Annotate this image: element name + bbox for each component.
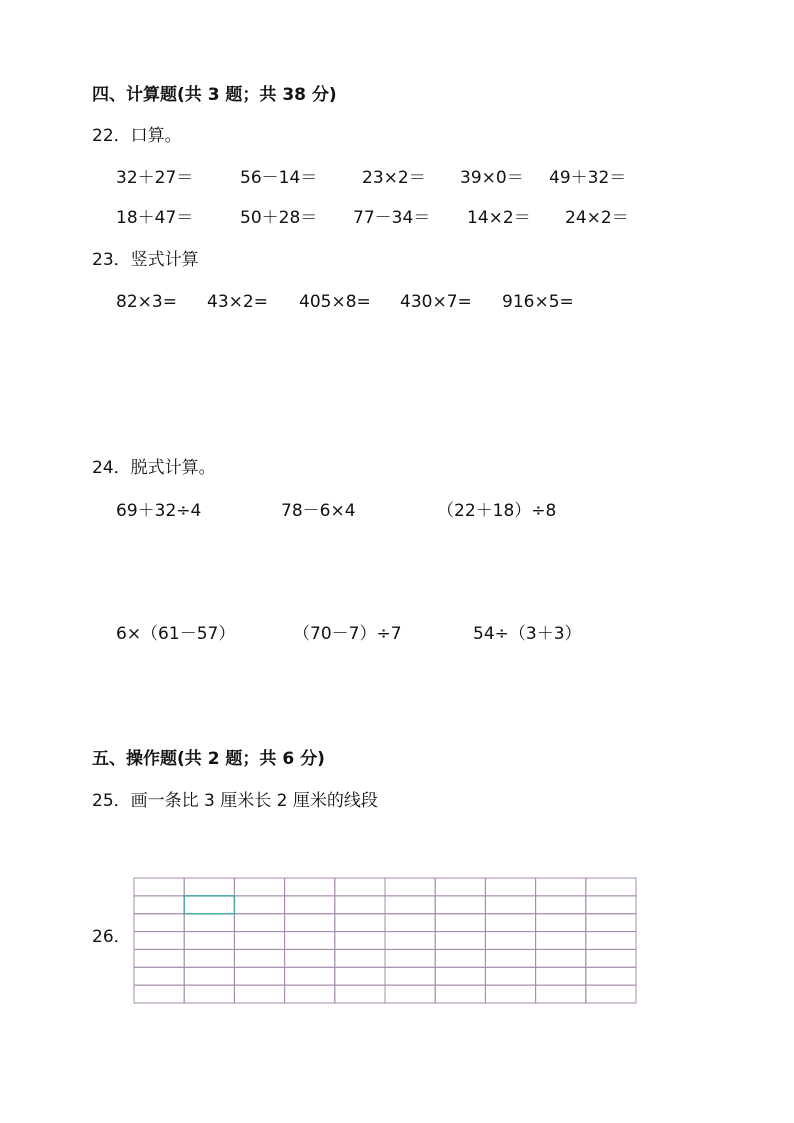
grid-cell[interactable]: [385, 967, 435, 985]
grid-cell[interactable]: [536, 949, 586, 967]
grid-cell[interactable]: [134, 949, 184, 967]
grid-cell[interactable]: [485, 949, 535, 967]
q24-r1-e3: （22＋18）÷8: [437, 501, 557, 521]
grid-cell[interactable]: [485, 985, 535, 1003]
drawing-grid[interactable]: [133, 877, 637, 1004]
grid-cell[interactable]: [536, 896, 586, 914]
grid-cell-highlight: [184, 896, 234, 914]
q23-e5: 916×5=: [502, 292, 574, 312]
q22-r2-e1: 18＋47＝: [116, 208, 194, 228]
grid-cell[interactable]: [184, 914, 234, 932]
grid-cell[interactable]: [435, 985, 485, 1003]
q22-r2-e4: 14×2＝: [467, 208, 531, 228]
section4-title: 四、计算题(共 3 题；共 38 分): [92, 85, 337, 105]
grid-cell[interactable]: [335, 949, 385, 967]
grid-cell[interactable]: [586, 967, 636, 985]
q24-r2-e1: 6×（61－57）: [116, 624, 236, 644]
grid-cell[interactable]: [586, 932, 636, 950]
q23-label: 23．竖式计算: [92, 250, 199, 270]
grid-cell[interactable]: [485, 914, 535, 932]
q23-e4: 430×7=: [400, 292, 472, 312]
grid-cell[interactable]: [385, 914, 435, 932]
grid-cell[interactable]: [335, 914, 385, 932]
grid-cell[interactable]: [335, 985, 385, 1003]
grid-cell[interactable]: [435, 896, 485, 914]
grid-cell[interactable]: [385, 878, 435, 896]
q22-r1-e2: 56－14＝: [240, 168, 318, 188]
q23-e2: 43×2=: [207, 292, 268, 312]
grid-cell[interactable]: [234, 967, 284, 985]
grid-cell[interactable]: [586, 949, 636, 967]
grid-cell[interactable]: [485, 878, 535, 896]
grid-cell[interactable]: [234, 985, 284, 1003]
grid-cell[interactable]: [385, 949, 435, 967]
grid-cell[interactable]: [485, 896, 535, 914]
grid-cell[interactable]: [385, 896, 435, 914]
grid-cell[interactable]: [435, 932, 485, 950]
grid-cell[interactable]: [184, 896, 234, 914]
q22-r2-e5: 24×2＝: [565, 208, 629, 228]
grid-cell[interactable]: [184, 878, 234, 896]
q24-r2-e3: 54÷（3＋3）: [473, 624, 582, 644]
q22-r1-e1: 32＋27＝: [116, 168, 194, 188]
grid-cell[interactable]: [586, 985, 636, 1003]
q24-label: 24．脱式计算。: [92, 458, 216, 478]
q22-label: 22．口算。: [92, 126, 182, 146]
grid-cell[interactable]: [184, 967, 234, 985]
grid-cell[interactable]: [234, 949, 284, 967]
grid-cell[interactable]: [285, 878, 335, 896]
grid-cell[interactable]: [234, 914, 284, 932]
q24-r1-e2: 78－6×4: [281, 501, 356, 521]
grid-cell[interactable]: [536, 985, 586, 1003]
grid-cell[interactable]: [335, 932, 385, 950]
grid-cell[interactable]: [435, 878, 485, 896]
grid-cell[interactable]: [234, 878, 284, 896]
grid-cell[interactable]: [485, 967, 535, 985]
grid-cell[interactable]: [134, 967, 184, 985]
q22-r1-e4: 39×0＝: [460, 168, 524, 188]
grid-cell[interactable]: [536, 914, 586, 932]
grid-cell[interactable]: [285, 896, 335, 914]
grid-cell[interactable]: [385, 985, 435, 1003]
grid-cell[interactable]: [385, 932, 435, 950]
q25-label: 25．画一条比 3 厘米长 2 厘米的线段: [92, 791, 378, 811]
grid-cell[interactable]: [285, 967, 335, 985]
grid-cell[interactable]: [234, 932, 284, 950]
grid-cell[interactable]: [335, 896, 385, 914]
grid-cell[interactable]: [184, 932, 234, 950]
q22-r2-e2: 50＋28＝: [240, 208, 318, 228]
grid-cell[interactable]: [134, 896, 184, 914]
section5-title: 五、操作题(共 2 题；共 6 分): [92, 749, 325, 769]
q24-r2-e2: （70－7）÷7: [293, 624, 402, 644]
q24-r1-e1: 69＋32÷4: [116, 501, 202, 521]
grid-cell[interactable]: [285, 985, 335, 1003]
grid-cell[interactable]: [285, 914, 335, 932]
q22-r2-e3: 77－34＝: [353, 208, 431, 228]
q23-e3: 405×8=: [299, 292, 371, 312]
grid-cell[interactable]: [435, 967, 485, 985]
grid-cell[interactable]: [285, 949, 335, 967]
grid-cell[interactable]: [335, 878, 385, 896]
grid-cell[interactable]: [536, 932, 586, 950]
grid-cell[interactable]: [586, 896, 636, 914]
grid-cell[interactable]: [586, 878, 636, 896]
q22-r1-e5: 49＋32＝: [549, 168, 627, 188]
q22-r1-e3: 23×2＝: [362, 168, 426, 188]
grid-cell[interactable]: [234, 896, 284, 914]
grid-cell[interactable]: [435, 949, 485, 967]
grid-cell[interactable]: [536, 967, 586, 985]
grid-cell[interactable]: [536, 878, 586, 896]
grid-cell[interactable]: [586, 914, 636, 932]
grid-cell[interactable]: [184, 985, 234, 1003]
grid-cell[interactable]: [184, 949, 234, 967]
grid-cell[interactable]: [485, 932, 535, 950]
grid-cell[interactable]: [134, 914, 184, 932]
grid-cell[interactable]: [335, 967, 385, 985]
q26-label: 26．: [92, 927, 131, 947]
q23-e1: 82×3=: [116, 292, 177, 312]
grid-cell[interactable]: [134, 932, 184, 950]
grid-cell[interactable]: [285, 932, 335, 950]
grid-cell[interactable]: [134, 878, 184, 896]
grid-cell[interactable]: [435, 914, 485, 932]
grid-cell[interactable]: [134, 985, 184, 1003]
